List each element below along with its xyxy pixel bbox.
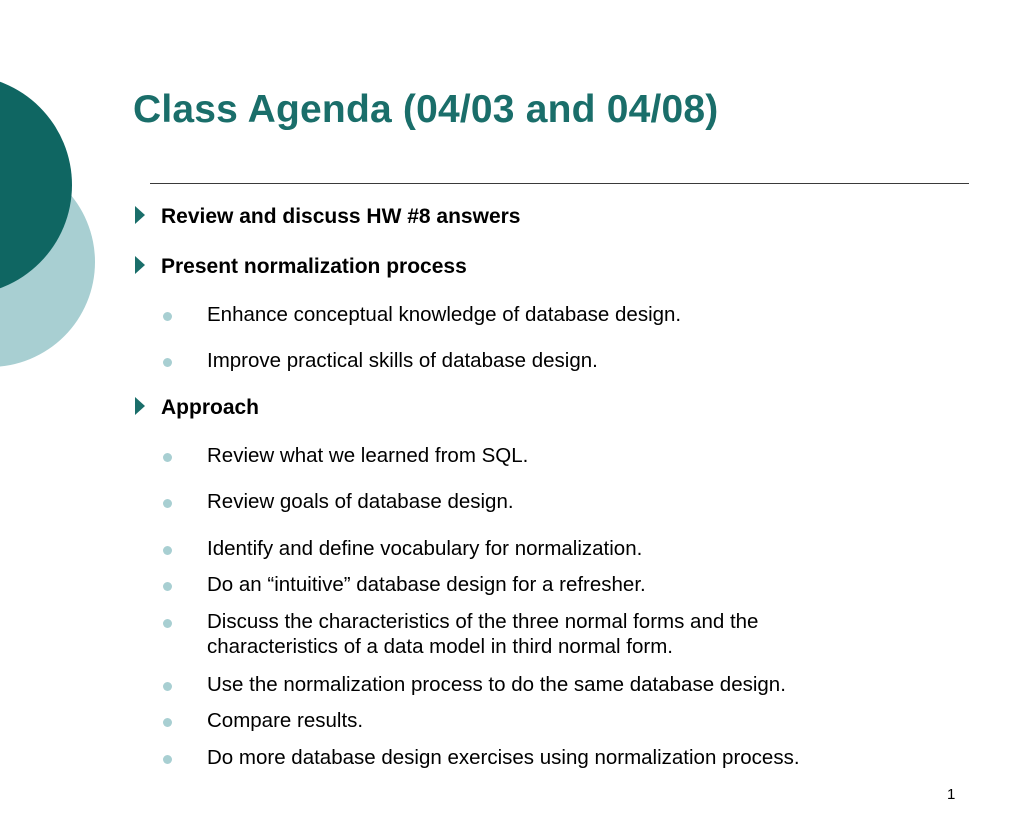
dot-bullet-icon xyxy=(163,546,172,555)
bullet-l1: Approach xyxy=(161,396,260,419)
bullet-l2: Do an “intuitive” database design for a refresher. xyxy=(207,573,646,596)
dot-bullet-icon xyxy=(163,682,172,691)
title-divider xyxy=(150,183,969,184)
dot-bullet-icon xyxy=(163,755,172,764)
bullet-l2: Review goals of database design. xyxy=(207,490,514,513)
dot-bullet-icon xyxy=(163,453,172,462)
dot-bullet-icon xyxy=(163,582,172,591)
bullet-l2: Identify and define vocabulary for normalization. xyxy=(207,537,643,560)
arrow-bullet-icon xyxy=(135,206,145,224)
dot-bullet-icon xyxy=(163,718,172,727)
dot-bullet-icon xyxy=(163,499,172,508)
slide-title: Class Agenda (04/03 and 04/08) xyxy=(133,88,719,131)
dot-bullet-icon xyxy=(163,358,172,367)
bullet-l2: Enhance conceptual knowledge of database design. xyxy=(207,303,682,326)
dot-bullet-icon xyxy=(163,312,172,321)
bullet-l1: Review and discuss HW #8 answers xyxy=(161,205,521,228)
bullet-l2: Use the normalization process to do the same database design. xyxy=(207,673,786,696)
bullet-l2: Do more database design exercises using normalization process. xyxy=(207,746,800,769)
bullet-l2: Compare results. xyxy=(207,709,364,732)
bullet-l2: Improve practical skills of database design. xyxy=(207,349,598,372)
bullet-l2: Discuss the characteristics of the three normal forms and the xyxy=(207,610,759,633)
bullet-l2: Review what we learned from SQL. xyxy=(207,444,529,467)
arrow-bullet-icon xyxy=(135,256,145,274)
dot-bullet-icon xyxy=(163,619,172,628)
bullet-l2-continuation: characteristics of a data model in third normal form. xyxy=(207,635,673,658)
arrow-bullet-icon xyxy=(135,397,145,415)
decorative-circles xyxy=(0,0,140,440)
bullet-l1: Present normalization process xyxy=(161,255,467,278)
page-number: 1 xyxy=(947,786,956,803)
